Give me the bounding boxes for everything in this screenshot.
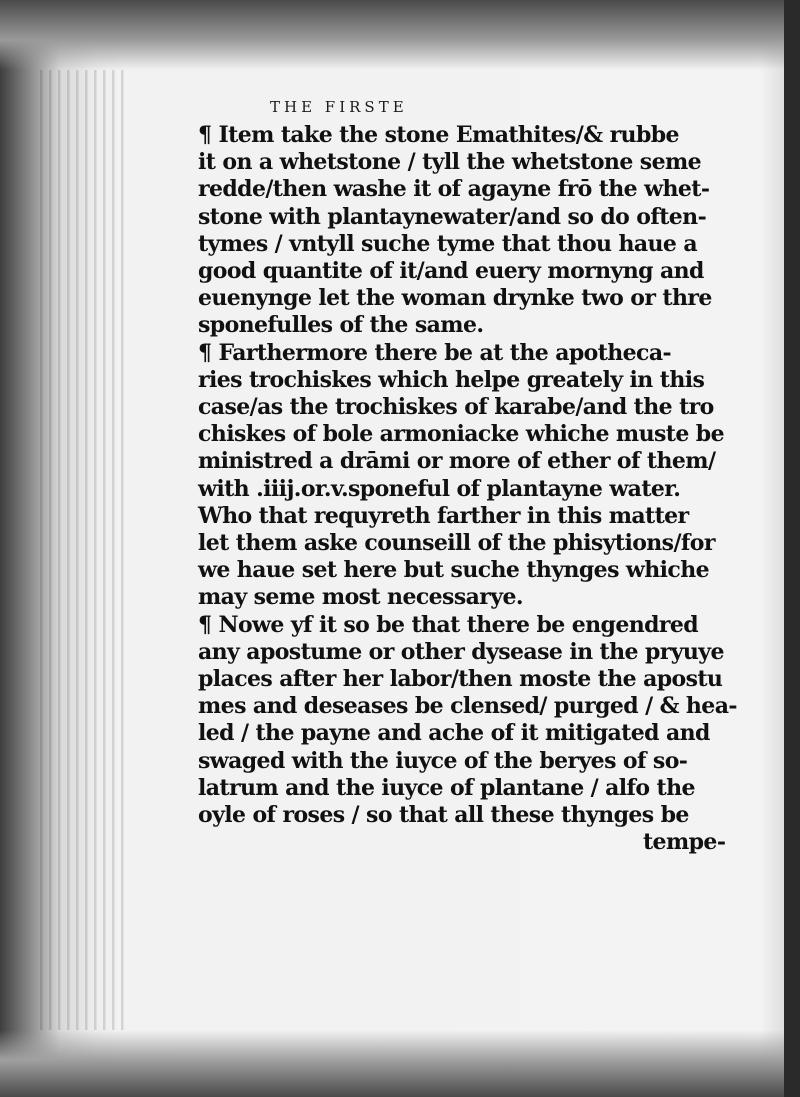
text-line: we haue set here but suche thynges whiche	[198, 557, 710, 584]
text-line: case/as the trochiskes of karabe/and the tro	[198, 394, 714, 421]
text-line: chiskes of bole armoniacke whiche muste be	[198, 421, 724, 448]
text-line: Who that requyreth farther in this matter	[198, 502, 689, 529]
text-line: latrum and the iuyce of plantane / alfo the	[198, 774, 695, 801]
body-text	[198, 122, 783, 856]
bottom-edge-shadow	[0, 1030, 800, 1097]
text-line: it on a whetstone / tyll the whetstone seme	[198, 149, 702, 176]
text-line: tymes / vntyll suche tyme that thou haue a	[198, 230, 698, 257]
text-line: may seme most necessarye.	[198, 584, 523, 611]
text-line: sponefulles of the same.	[198, 312, 484, 339]
text-line: any apostume or other dysease in the pryuye	[198, 638, 724, 665]
text-line: led / the payne and ache of it mitigated and	[198, 720, 710, 747]
top-edge-shadow	[0, 0, 800, 70]
text-line: euenynge let the woman drynke two or thre	[198, 285, 712, 312]
text-line: good quantite of it/and euery mornyng and	[198, 258, 704, 285]
text-line: oyle of roses / so that all these thynges be	[198, 802, 689, 829]
text-line: ministred a drāmi or more of ether of them/	[198, 448, 716, 475]
catchword: tempe-	[643, 829, 726, 856]
book-gutter	[40, 70, 130, 1030]
text-line: redde/then washe it of agayne frō the whet-	[198, 176, 710, 203]
text-line: ¶ Item take the stone Emathites/& rubbe	[198, 122, 679, 148]
running-head: THE FIRSTE	[270, 98, 408, 116]
text-line: let them aske counseill of the phisytions/for	[198, 530, 715, 557]
text-line: ¶ Nowe yf it so be that there be engendred	[198, 611, 699, 638]
text-line: places after her labor/then moste the apostu	[198, 666, 723, 693]
text-line: ries trochiskes which helpe greately in this	[198, 366, 705, 393]
right-page-edge	[784, 0, 800, 1097]
text-line: ¶ Farthermore there be at the apotheca-	[198, 339, 672, 366]
text-line: swaged with the iuyce of the beryes of so-	[198, 747, 688, 774]
text-line: with .iiij.or.v.sponeful of plantayne water.	[198, 475, 681, 502]
text-line: stone with plantaynewater/and so do often-	[198, 203, 707, 230]
text-line: mes and deseases be clensed/ purged / & hea-	[198, 693, 737, 720]
